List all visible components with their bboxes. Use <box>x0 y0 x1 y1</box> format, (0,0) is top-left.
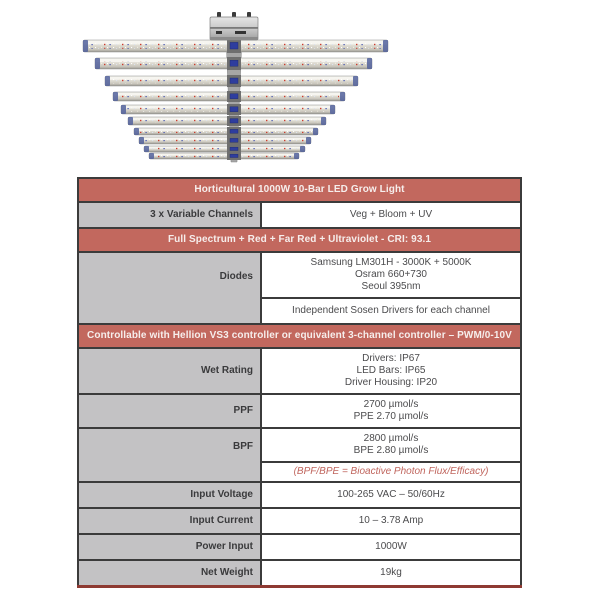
bar-connector-icon <box>230 42 238 49</box>
spec-value <box>261 428 521 462</box>
light-bar-4 <box>113 91 345 102</box>
spec-value <box>261 560 521 587</box>
spec-label-text: Power Input <box>195 541 253 552</box>
spec-value <box>261 298 521 324</box>
light-bar-9 <box>144 145 305 153</box>
bar-connector-icon <box>230 154 238 157</box>
spec-value-line: Drivers: IP67 <box>362 353 420 364</box>
spec-value-line: Seoul 395nm <box>361 281 421 292</box>
bar-connector-icon <box>230 119 238 123</box>
light-bar-1 <box>83 39 388 53</box>
row-diodes <box>78 252 521 298</box>
bar-connector-icon <box>230 60 238 66</box>
spec-label <box>78 534 261 560</box>
light-bar-5 <box>121 104 335 115</box>
light-bar-6 <box>128 116 326 126</box>
bar-connector-icon <box>230 129 238 133</box>
section-banner: Controllable with Hellion VS3 controller or equivalent 3-channel controller – PWM/0-10V <box>78 324 521 348</box>
light-bar-2 <box>95 57 372 70</box>
row-input-voltage <box>78 482 521 508</box>
row-input-current <box>78 508 521 534</box>
spec-value-line: PPE 2.70 µmol/s <box>353 411 429 422</box>
spec-label-text: 3 x Variable Channels <box>150 209 253 220</box>
spec-label <box>78 508 261 534</box>
product-image <box>76 10 396 168</box>
spec-value-line: Samsung LM301H - 3000K + 5000K <box>310 257 472 268</box>
banner-row <box>78 228 521 252</box>
row-bpf <box>78 428 521 462</box>
port-icon <box>216 31 222 34</box>
spec-note <box>261 462 521 482</box>
bar-connector-icon <box>230 138 238 142</box>
bar-connector-icon <box>230 107 238 112</box>
spec-value-line: Osram 660+730 <box>355 269 427 280</box>
banner-row <box>78 178 521 202</box>
spec-label-text: BPF <box>233 441 253 452</box>
row-3-x-variable-channels <box>78 202 521 228</box>
spec-value <box>261 508 521 534</box>
light-bar-7 <box>134 127 318 136</box>
spec-value-line: 2800 µmol/s <box>363 433 419 444</box>
light-bar-8 <box>139 136 311 145</box>
spec-value-line: 2700 µmol/s <box>363 399 419 410</box>
spec-value-line: BPE 2.80 µmol/s <box>353 445 429 456</box>
spec-label-text: Diodes <box>219 271 253 282</box>
spec-label-text: Net Weight <box>200 567 253 578</box>
spec-value-line: Independent Sosen Drivers for each channel <box>292 305 490 316</box>
spec-value <box>261 534 521 560</box>
spec-label-text: PPF <box>233 405 253 416</box>
led-grow-light-illustration <box>76 10 396 168</box>
spec-value <box>261 202 521 228</box>
section-banner: Full Spectrum + Red + Far Red + Ultraviolet - CRI: 93.1 <box>78 228 521 252</box>
light-bar-10 <box>149 152 299 160</box>
spec-label-text: Input Voltage <box>190 489 253 500</box>
spec-label <box>78 482 261 508</box>
label-plate-icon <box>235 31 246 34</box>
spec-label <box>78 428 261 482</box>
spec-label-text: Wet Rating <box>200 365 253 376</box>
section-banner: Horticultural 1000W 10-Bar LED Grow Light <box>78 178 521 202</box>
row-power-input <box>78 534 521 560</box>
spec-value <box>261 394 521 428</box>
spec-value <box>261 252 521 298</box>
row-wet-rating <box>78 348 521 394</box>
spec-value-line: LED Bars: IP65 <box>356 365 426 376</box>
spec-value-line: 19kg <box>380 567 402 578</box>
spec-value-line: 10 – 3.78 Amp <box>358 515 424 526</box>
spec-label <box>78 348 261 394</box>
spec-label <box>78 252 261 324</box>
spec-value <box>261 348 521 394</box>
banner-row <box>78 324 521 348</box>
row-net-weight <box>78 560 521 587</box>
bar-connector-icon <box>230 94 238 99</box>
spec-label-text: Input Current <box>189 515 253 526</box>
spec-value-line: Veg + Bloom + UV <box>349 209 433 220</box>
light-bar-3 <box>105 75 358 87</box>
spec-value-line: Driver Housing: IP20 <box>344 377 438 388</box>
spec-value-line: 100-265 VAC – 50/60Hz <box>337 489 445 500</box>
spec-value <box>261 482 521 508</box>
row-ppf <box>78 394 521 428</box>
bar-connector-icon <box>230 147 238 150</box>
spec-label <box>78 560 261 587</box>
spec-label <box>78 394 261 428</box>
driver-box <box>210 12 258 40</box>
spec-table <box>77 177 522 588</box>
spec-value-line: 1000W <box>375 541 407 552</box>
spec-value-line: (BPF/BPE = Bioactive Photon Flux/Efficacy) <box>293 466 489 477</box>
bar-connector-icon <box>230 78 238 84</box>
spec-label <box>78 202 261 228</box>
